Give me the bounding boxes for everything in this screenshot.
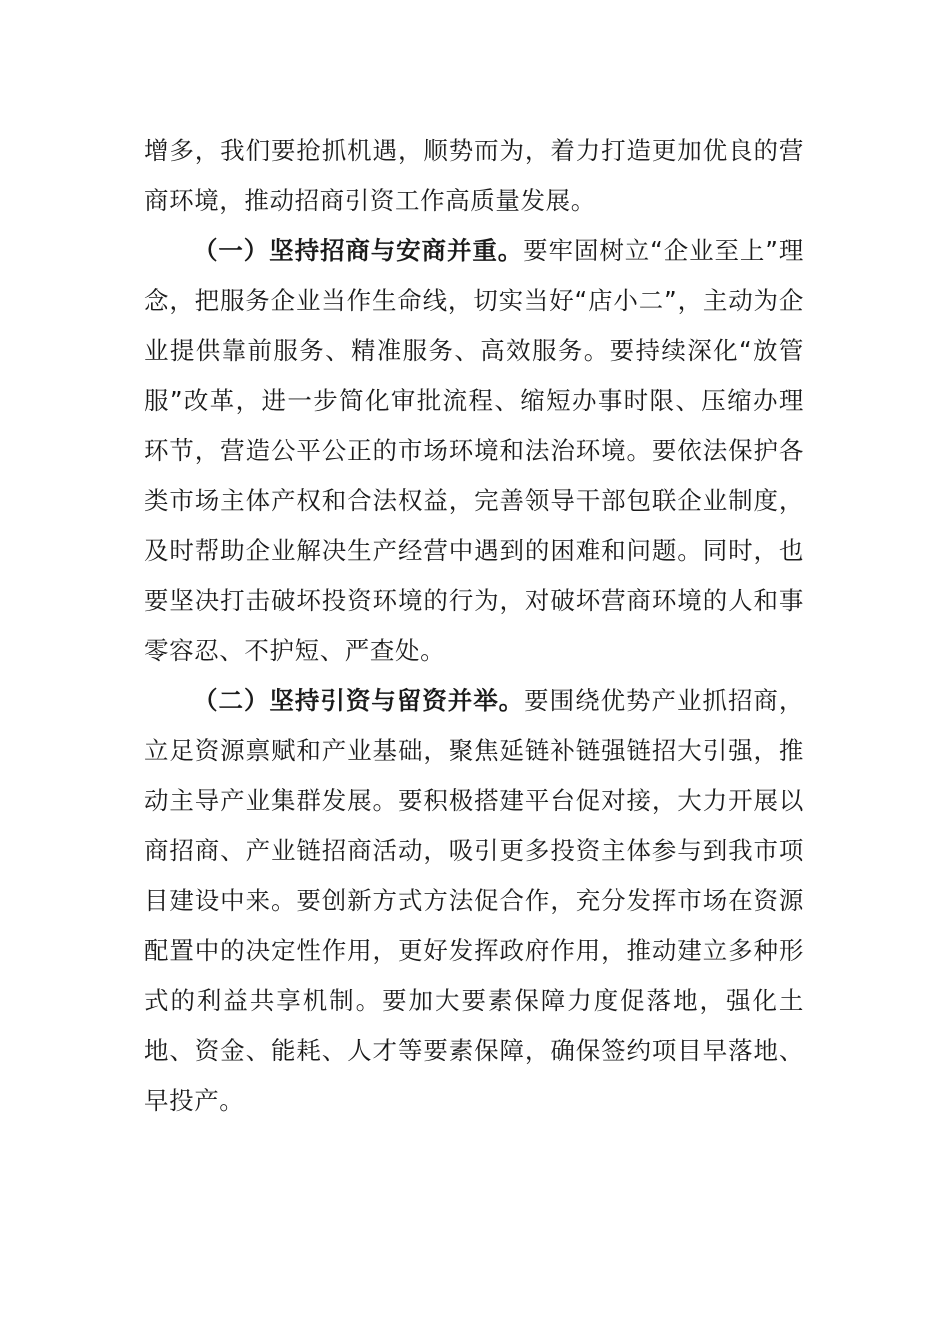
paragraph-section-1: [144, 226, 804, 676]
paragraph-text: 要牢固树立“企业至上”理念，把服务企业当作生命线，切实当好“店小二”，主动为企业提供靠前服务、精准服务、高效服务。要持续深化“放管服”改革，进一步简化审批流程、缩短办事时限、压缩办理环节，营造公平公正的市场环境和法治环境。要依法保护各类市场主体产权和合法权益，完善领导干部包联企业制度，及时帮助企业解决生产经营中遇到的困难和问题。同时，也要坚决打击破坏投资环境的行为，对破坏营商环境的人和事零容忍、不护短、严查处。: [144, 236, 804, 665]
paragraph-continuation: [144, 126, 804, 226]
paragraph-text: 要围绕优势产业抓招商，立足资源禀赋和产业基础，聚焦延链补链强链招大引强，推动主导产业集群发展。要积极搭建平台促对接，大力开展以商招商、产业链招商活动，吸引更多投资主体参与到我市项目建设中来。要创新方式方法促合作，充分发挥市场在资源配置中的决定性作用，更好发挥政府作用，推动建立多种形式的利益共享机制。要加大要素保障力度促落地，强化土地、资金、能耗、人才等要素保障，确保签约项目早落地、早投产。: [144, 686, 804, 1115]
section-heading: （二）坚持引资与留资并举。: [193, 686, 525, 715]
paragraph-text: 增多，我们要抢抓机遇，顺势而为，着力打造更加优良的营商环境，推动招商引资工作高质量发展。: [144, 136, 804, 215]
paragraph-section-2: [144, 676, 804, 1126]
section-heading: （一）坚持招商与安商并重。: [193, 236, 524, 265]
document-body: [144, 126, 804, 1126]
